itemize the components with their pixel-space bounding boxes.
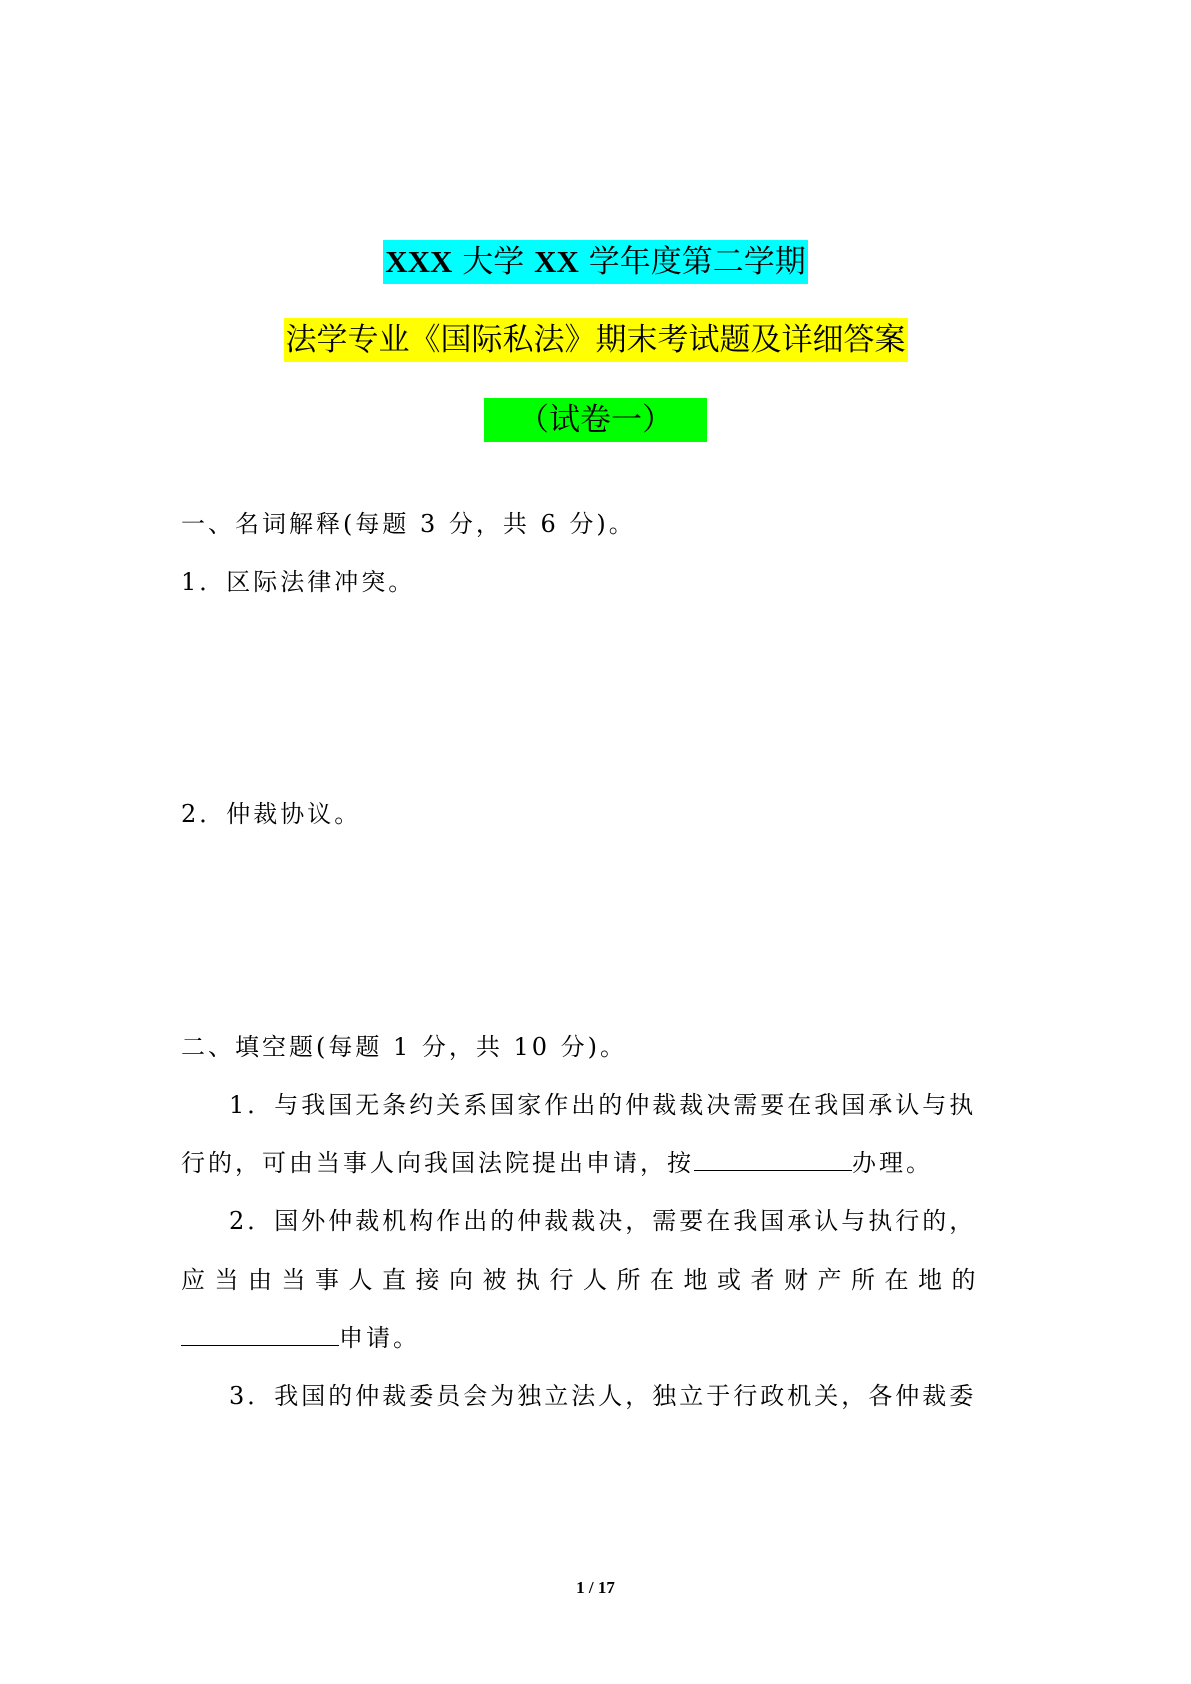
section1-question-1: 1．区际法律冲突。 — [181, 568, 416, 596]
section2-q1-line1: 1．与我国无条约关系国家作出的仲裁裁决需要在我国承认与执 — [229, 1091, 977, 1119]
section2-q1-line2 — [181, 1147, 1011, 1179]
section2-q2-line1: 2．国外仲裁机构作出的仲裁裁决，需要在我国承认与执行的， — [229, 1207, 977, 1235]
title-year-code: XX — [534, 244, 579, 279]
section1-question-2: 2．仲裁协议。 — [181, 800, 362, 828]
answer-blank-1[interactable] — [694, 1148, 852, 1171]
section2-q2-line2: 应当由当事人直接向被执行人所在地或者财产所在地的 — [181, 1266, 985, 1294]
title-semester-label: 学年度第二学期 — [588, 244, 806, 280]
title-university-label: 大学 — [462, 244, 525, 280]
title-line-3 — [0, 398, 1191, 442]
title-line-1-highlight — [383, 240, 808, 284]
page-number: 1 / 17 — [576, 1578, 615, 1597]
section2-q1-line2-text: 行的，可由当事人向我国法院提出申请，按 — [181, 1149, 694, 1177]
section2-q2-line3 — [181, 1322, 1011, 1354]
answer-blank-2[interactable] — [181, 1323, 339, 1346]
paper-label: （试卷一） — [484, 398, 707, 442]
title-university-code: XXX — [385, 244, 453, 279]
title-line-2 — [0, 318, 1191, 362]
section1-heading: 一、名词解释(每题 3 分，共 6 分)。 — [181, 510, 636, 538]
exam-title: 法学专业《国际私法》期末考试题及详细答案 — [284, 318, 908, 362]
section2-q1-line2-suffix: 办理。 — [852, 1149, 933, 1177]
section2-heading: 二、填空题(每题 1 分，共 10 分)。 — [181, 1033, 628, 1061]
section2-q2-line3-suffix: 申请。 — [339, 1324, 420, 1352]
title-line-1 — [0, 240, 1191, 284]
section2-q3-line1: 3．我国的仲裁委员会为独立法人，独立于行政机关，各仲裁委 — [229, 1382, 977, 1410]
